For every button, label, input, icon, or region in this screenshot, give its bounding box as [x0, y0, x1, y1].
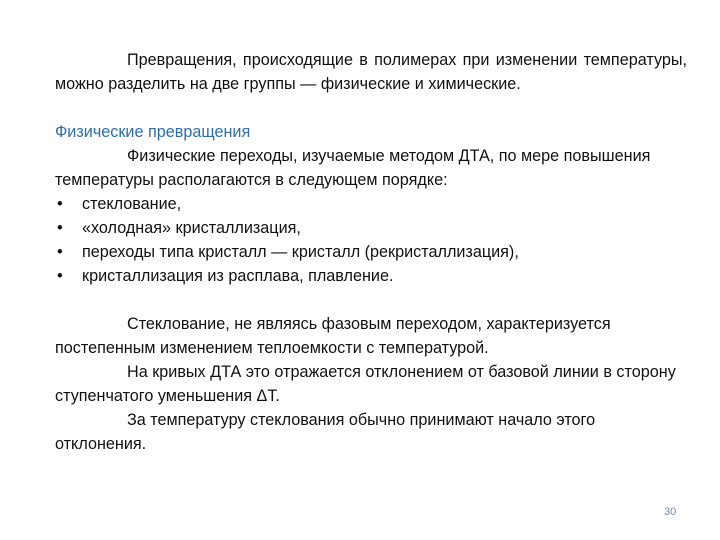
spacer	[55, 288, 687, 312]
bullet-icon: •	[57, 243, 63, 261]
list-item	[55, 192, 687, 216]
transition-list	[55, 192, 687, 288]
list-item-text: «холодная» кристаллизация,	[82, 219, 301, 237]
page-number: 30	[664, 506, 677, 518]
bullet-icon: •	[57, 219, 63, 237]
list-item-text: переходы типа кристалл — кристалл (рекристаллизация),	[82, 243, 519, 261]
spacer	[55, 96, 687, 120]
list-item-text: кристаллизация из расплава, плавление.	[82, 267, 394, 285]
list-item	[55, 264, 687, 288]
intro-paragraph: Превращения, происходящие в полимерах при изменении температуры, можно разделить на две группы — физические и химические.	[55, 51, 687, 93]
glass-temperature-paragraph: За температуру стеклования обычно принимают начало этого отклонения.	[55, 411, 596, 453]
list-item-text: стеклование,	[82, 195, 182, 213]
section-paragraph: Физические переходы, изучаемые методом ДТА, по мере повышения температуры располагаются в следующем порядке:	[55, 147, 651, 189]
list-item	[55, 216, 687, 240]
bullet-icon: •	[57, 195, 63, 213]
glass-transition-paragraph: Стеклование, не являясь фазовым переходом, характеризуется постепенным изменением теплоемкости с температурой.	[55, 315, 611, 357]
bullet-icon: •	[57, 267, 63, 285]
section-heading: Физические превращения	[55, 123, 251, 141]
dta-curve-paragraph: На кривых ДТА это отражается отклонением от базовой линии в сторону ступенчатого уменьшения ΔT.	[55, 363, 676, 405]
list-item	[55, 240, 687, 264]
slide-content	[55, 48, 687, 456]
